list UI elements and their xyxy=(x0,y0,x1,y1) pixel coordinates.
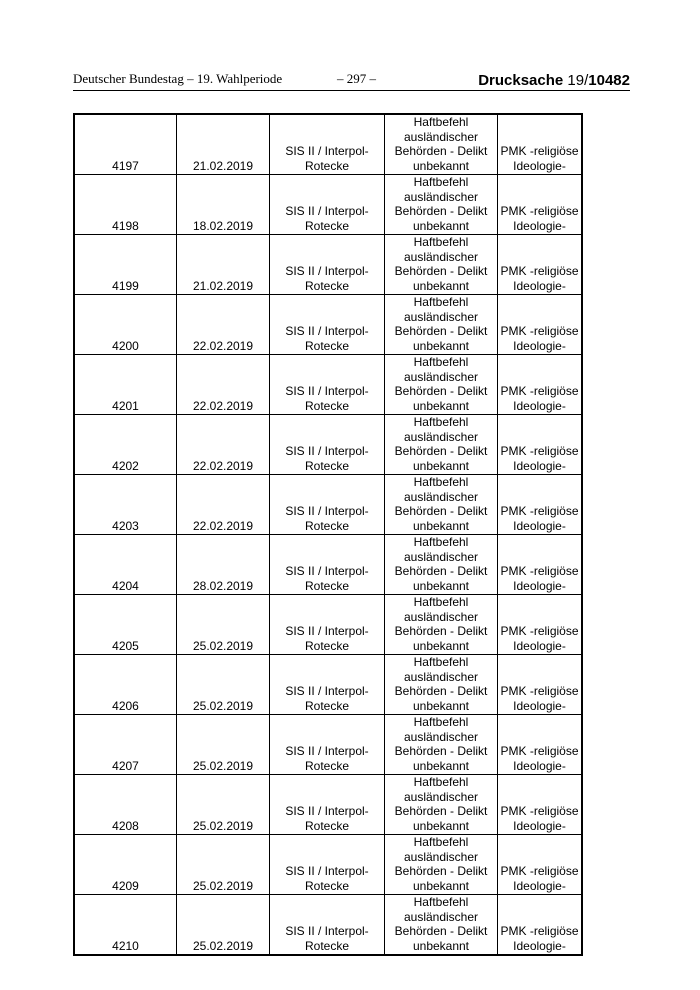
pmk-line: PMK -religiöse xyxy=(500,924,579,938)
reason-line: Behörden - Delikt xyxy=(394,504,488,518)
cell-date xyxy=(177,415,270,475)
table-row xyxy=(74,895,582,956)
reason-line: Behörden - Delikt xyxy=(394,804,488,818)
reason-line: ausländischer xyxy=(403,189,479,204)
pmk-line: Ideologie- xyxy=(513,818,566,833)
source-line: SIS II / Interpol- xyxy=(285,924,369,938)
cell-id xyxy=(74,355,177,415)
reason-line: ausländischer xyxy=(403,849,479,864)
reason-line: unbekannt xyxy=(412,458,470,473)
pmk-line: Ideologie- xyxy=(513,638,566,653)
document-number-prefix: Drucksache xyxy=(478,72,564,89)
cell-id xyxy=(74,535,177,595)
reason-line: ausländischer xyxy=(403,549,479,564)
records-table-body xyxy=(74,114,582,955)
record-date: 22.02.2019 xyxy=(192,338,254,353)
reason-line: Behörden - Delikt xyxy=(394,384,488,398)
cell-date xyxy=(177,235,270,295)
reason-line: Behörden - Delikt xyxy=(394,324,488,338)
record-id: 4203 xyxy=(112,518,139,533)
cell-reason xyxy=(385,835,498,895)
cell-source xyxy=(270,775,385,835)
pmk-line: PMK -religiöse xyxy=(500,564,579,578)
record-id: 4205 xyxy=(112,638,139,653)
record-date: 22.02.2019 xyxy=(192,398,254,413)
cell-source xyxy=(270,355,385,415)
source-line: Rotecke xyxy=(304,518,350,533)
pmk-line: Ideologie- xyxy=(513,278,566,293)
reason-line: Haftbefehl xyxy=(413,895,469,909)
page-number: – 297 – xyxy=(337,71,376,86)
cell-id xyxy=(74,415,177,475)
table-row xyxy=(74,415,582,475)
cell-source xyxy=(270,415,385,475)
document-number xyxy=(478,72,630,89)
cell-pmk xyxy=(498,595,583,655)
record-date: 25.02.2019 xyxy=(192,938,254,953)
reason-line: ausländischer xyxy=(403,609,479,624)
record-date: 21.02.2019 xyxy=(192,158,254,173)
cell-source xyxy=(270,715,385,775)
cell-pmk xyxy=(498,715,583,775)
cell-reason xyxy=(385,475,498,535)
cell-date xyxy=(177,114,270,175)
cell-reason xyxy=(385,655,498,715)
source-line: Rotecke xyxy=(304,638,350,653)
cell-source xyxy=(270,114,385,175)
pmk-line: PMK -religiöse xyxy=(500,444,579,458)
pmk-line: PMK -religiöse xyxy=(500,384,579,398)
cell-id xyxy=(74,475,177,535)
record-date: 25.02.2019 xyxy=(192,638,254,653)
cell-reason xyxy=(385,715,498,775)
record-id: 4197 xyxy=(112,158,139,173)
cell-id xyxy=(74,295,177,355)
record-id: 4200 xyxy=(112,338,139,353)
record-date: 25.02.2019 xyxy=(192,818,254,833)
reason-line: Behörden - Delikt xyxy=(394,564,488,578)
source-line: Rotecke xyxy=(304,218,350,233)
reason-line: Haftbefehl xyxy=(413,775,469,789)
cell-reason xyxy=(385,535,498,595)
publication-title: Deutscher Bundestag – 19. Wahlperiode xyxy=(73,71,283,86)
pmk-line: PMK -religiöse xyxy=(500,804,579,818)
record-date: 25.02.2019 xyxy=(192,758,254,773)
source-line: Rotecke xyxy=(304,758,350,773)
cell-id xyxy=(74,835,177,895)
source-line: Rotecke xyxy=(304,398,350,413)
cell-pmk xyxy=(498,235,583,295)
reason-line: ausländischer xyxy=(403,669,479,684)
cell-reason xyxy=(385,595,498,655)
reason-line: unbekannt xyxy=(412,878,470,893)
record-date: 25.02.2019 xyxy=(192,698,254,713)
table-row xyxy=(74,295,582,355)
pmk-line: PMK -religiöse xyxy=(500,324,579,338)
reason-line: unbekannt xyxy=(412,698,470,713)
source-line: SIS II / Interpol- xyxy=(285,144,369,158)
records-table xyxy=(73,113,583,956)
cell-id xyxy=(74,655,177,715)
reason-line: unbekannt xyxy=(412,398,470,413)
cell-date xyxy=(177,355,270,415)
record-id: 4202 xyxy=(112,458,139,473)
cell-reason xyxy=(385,415,498,475)
table-row xyxy=(74,595,582,655)
table-row xyxy=(74,235,582,295)
cell-pmk xyxy=(498,475,583,535)
cell-reason xyxy=(385,235,498,295)
reason-line: Haftbefehl xyxy=(413,235,469,249)
reason-line: Haftbefehl xyxy=(413,655,469,669)
cell-pmk xyxy=(498,535,583,595)
source-line: SIS II / Interpol- xyxy=(285,564,369,578)
record-id: 4208 xyxy=(112,818,139,833)
table-row xyxy=(74,114,582,175)
reason-line: ausländischer xyxy=(403,249,479,264)
source-line: Rotecke xyxy=(304,458,350,473)
reason-line: unbekannt xyxy=(412,938,470,953)
cell-source xyxy=(270,535,385,595)
document-number-value: 10482 xyxy=(588,72,630,89)
pmk-line: PMK -religiöse xyxy=(500,864,579,878)
cell-reason xyxy=(385,175,498,235)
reason-line: ausländischer xyxy=(403,309,479,324)
reason-line: unbekannt xyxy=(412,338,470,353)
cell-reason xyxy=(385,114,498,175)
cell-date xyxy=(177,775,270,835)
cell-source xyxy=(270,475,385,535)
reason-line: Behörden - Delikt xyxy=(394,864,488,878)
reason-line: unbekannt xyxy=(412,218,470,233)
cell-pmk xyxy=(498,295,583,355)
reason-line: Haftbefehl xyxy=(413,355,469,369)
reason-line: Haftbefehl xyxy=(413,715,469,729)
record-date: 21.02.2019 xyxy=(192,278,254,293)
record-date: 25.02.2019 xyxy=(192,878,254,893)
table-row xyxy=(74,535,582,595)
cell-date xyxy=(177,895,270,956)
source-line: SIS II / Interpol- xyxy=(285,864,369,878)
pmk-line: Ideologie- xyxy=(513,698,566,713)
source-line: Rotecke xyxy=(304,938,350,953)
table-row xyxy=(74,835,582,895)
cell-id xyxy=(74,235,177,295)
cell-source xyxy=(270,835,385,895)
cell-reason xyxy=(385,775,498,835)
pmk-line: PMK -religiöse xyxy=(500,504,579,518)
reason-line: Behörden - Delikt xyxy=(394,144,488,158)
source-line: Rotecke xyxy=(304,158,350,173)
pmk-line: PMK -religiöse xyxy=(500,744,579,758)
pmk-line: Ideologie- xyxy=(513,398,566,413)
cell-date xyxy=(177,175,270,235)
reason-line: ausländischer xyxy=(403,369,479,384)
cell-pmk xyxy=(498,355,583,415)
reason-line: unbekannt xyxy=(412,158,470,173)
page-header xyxy=(73,70,630,91)
reason-line: Behörden - Delikt xyxy=(394,684,488,698)
reason-line: ausländischer xyxy=(403,789,479,804)
source-line: Rotecke xyxy=(304,338,350,353)
reason-line: Haftbefehl xyxy=(413,295,469,309)
pmk-line: Ideologie- xyxy=(513,338,566,353)
pmk-line: PMK -religiöse xyxy=(500,684,579,698)
pmk-line: Ideologie- xyxy=(513,158,566,173)
source-line: SIS II / Interpol- xyxy=(285,684,369,698)
record-id: 4209 xyxy=(112,878,139,893)
pmk-line: Ideologie- xyxy=(513,518,566,533)
reason-line: Haftbefehl xyxy=(413,475,469,489)
source-line: Rotecke xyxy=(304,578,350,593)
table-row xyxy=(74,715,582,775)
cell-pmk xyxy=(498,835,583,895)
cell-date xyxy=(177,475,270,535)
cell-id xyxy=(74,175,177,235)
cell-date xyxy=(177,295,270,355)
cell-reason xyxy=(385,895,498,956)
reason-line: Behörden - Delikt xyxy=(394,204,488,218)
record-id: 4204 xyxy=(112,578,139,593)
reason-line: unbekannt xyxy=(412,638,470,653)
pmk-line: PMK -religiöse xyxy=(500,204,579,218)
reason-line: unbekannt xyxy=(412,818,470,833)
pmk-line: Ideologie- xyxy=(513,578,566,593)
table-row xyxy=(74,775,582,835)
pmk-line: PMK -religiöse xyxy=(500,624,579,638)
source-line: Rotecke xyxy=(304,878,350,893)
cell-source xyxy=(270,235,385,295)
source-line: SIS II / Interpol- xyxy=(285,744,369,758)
reason-line: Behörden - Delikt xyxy=(394,624,488,638)
cell-source xyxy=(270,595,385,655)
reason-line: Haftbefehl xyxy=(413,835,469,849)
cell-source xyxy=(270,655,385,715)
source-line: SIS II / Interpol- xyxy=(285,804,369,818)
pmk-line: Ideologie- xyxy=(513,218,566,233)
reason-line: unbekannt xyxy=(412,278,470,293)
reason-line: unbekannt xyxy=(412,758,470,773)
table-row xyxy=(74,355,582,415)
source-line: SIS II / Interpol- xyxy=(285,324,369,338)
pmk-line: PMK -religiöse xyxy=(500,144,579,158)
cell-source xyxy=(270,175,385,235)
record-date: 18.02.2019 xyxy=(192,218,254,233)
reason-line: Behörden - Delikt xyxy=(394,924,488,938)
record-date: 22.02.2019 xyxy=(192,518,254,533)
cell-date xyxy=(177,535,270,595)
pmk-line: Ideologie- xyxy=(513,878,566,893)
reason-line: Behörden - Delikt xyxy=(394,444,488,458)
reason-line: Haftbefehl xyxy=(413,175,469,189)
pmk-line: PMK -religiöse xyxy=(500,264,579,278)
cell-pmk xyxy=(498,775,583,835)
cell-reason xyxy=(385,355,498,415)
record-date: 22.02.2019 xyxy=(192,458,254,473)
pmk-line: Ideologie- xyxy=(513,938,566,953)
cell-pmk xyxy=(498,114,583,175)
source-line: SIS II / Interpol- xyxy=(285,444,369,458)
reason-line: Haftbefehl xyxy=(413,115,469,129)
source-line: Rotecke xyxy=(304,278,350,293)
record-id: 4199 xyxy=(112,278,139,293)
cell-pmk xyxy=(498,415,583,475)
cell-pmk xyxy=(498,655,583,715)
cell-id xyxy=(74,895,177,956)
record-id: 4207 xyxy=(112,758,139,773)
cell-source xyxy=(270,295,385,355)
reason-line: ausländischer xyxy=(403,489,479,504)
reason-line: ausländischer xyxy=(403,729,479,744)
reason-line: Haftbefehl xyxy=(413,415,469,429)
cell-id xyxy=(74,114,177,175)
reason-line: ausländischer xyxy=(403,129,479,144)
cell-date xyxy=(177,595,270,655)
table-row xyxy=(74,475,582,535)
pmk-line: Ideologie- xyxy=(513,758,566,773)
reason-line: unbekannt xyxy=(412,518,470,533)
reason-line: ausländischer xyxy=(403,909,479,924)
source-line: Rotecke xyxy=(304,818,350,833)
pmk-line: Ideologie- xyxy=(513,458,566,473)
reason-line: Behörden - Delikt xyxy=(394,744,488,758)
record-id: 4206 xyxy=(112,698,139,713)
cell-id xyxy=(74,715,177,775)
document-number-period: 19/ xyxy=(563,72,589,89)
cell-pmk xyxy=(498,175,583,235)
cell-date xyxy=(177,655,270,715)
cell-pmk xyxy=(498,895,583,956)
cell-id xyxy=(74,775,177,835)
table-row xyxy=(74,655,582,715)
source-line: Rotecke xyxy=(304,698,350,713)
cell-reason xyxy=(385,295,498,355)
record-id: 4198 xyxy=(112,218,139,233)
record-id: 4210 xyxy=(112,938,139,953)
source-line: SIS II / Interpol- xyxy=(285,384,369,398)
cell-date xyxy=(177,835,270,895)
record-date: 28.02.2019 xyxy=(192,578,254,593)
reason-line: Haftbefehl xyxy=(413,535,469,549)
source-line: SIS II / Interpol- xyxy=(285,624,369,638)
reason-line: unbekannt xyxy=(412,578,470,593)
reason-line: ausländischer xyxy=(403,429,479,444)
table-row xyxy=(74,175,582,235)
record-id: 4201 xyxy=(112,398,139,413)
cell-id xyxy=(74,595,177,655)
reason-line: Behörden - Delikt xyxy=(394,264,488,278)
source-line: SIS II / Interpol- xyxy=(285,504,369,518)
source-line: SIS II / Interpol- xyxy=(285,204,369,218)
cell-source xyxy=(270,895,385,956)
reason-line: Haftbefehl xyxy=(413,595,469,609)
source-line: SIS II / Interpol- xyxy=(285,264,369,278)
cell-date xyxy=(177,715,270,775)
